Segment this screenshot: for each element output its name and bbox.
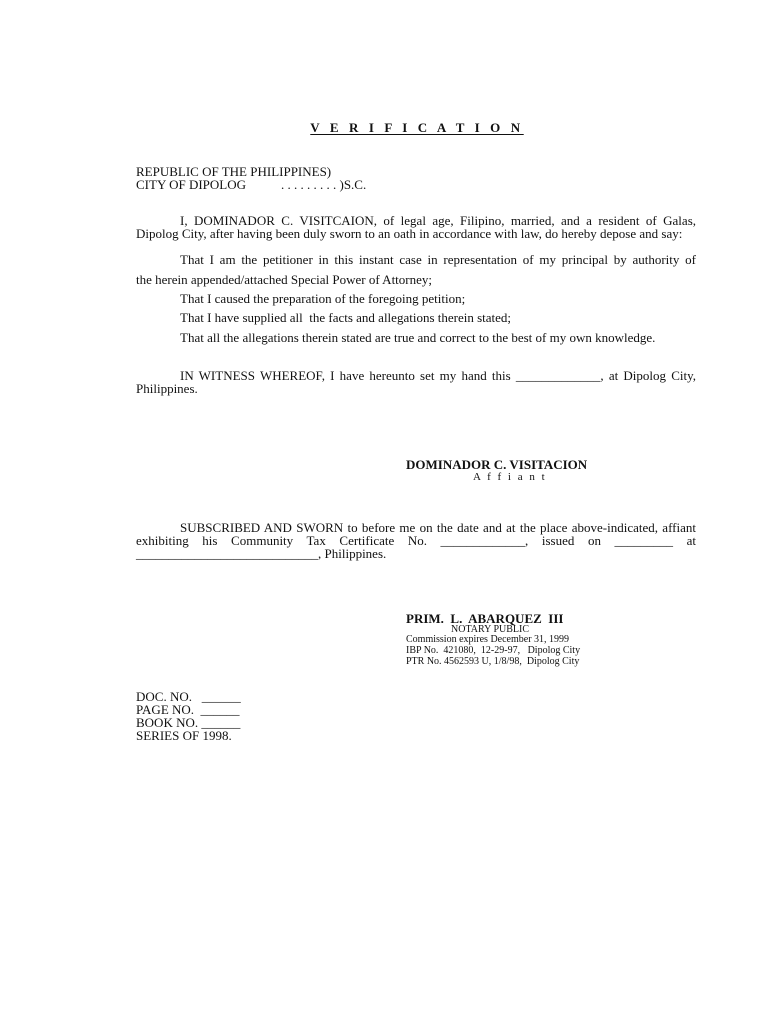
registry-doc-no: DOC. NO. ______ [136,689,241,704]
notary-title: NOTARY PUBLIC [451,624,530,635]
intro-paragraph: I, DOMINADOR C. VISITCAION, of legal age, Filipino, married, and a resident of Galas, Dipolog City, after having been duly sworn to an oath in accordance with law, do hereby depose and say: [136,213,696,241]
statement-4: That all the allegations therein stated are true and correct to the best of my own knowledge. [180,330,656,345]
statement-1a: That I am the petitioner in this instant case in representation of my principal by authority of [180,252,696,267]
venue-city: CITY OF DIPOLOG [136,177,247,192]
document-title: V E R I F I C A T I O N [310,120,524,135]
jurat-paragraph: SUBSCRIBED AND SWORN to before me on the date and at the place above-indicated, affiant exhibiting his Community Tax Certificate No. _____________, issued on _________ at ____________________________, Philippines. [136,520,696,561]
witness-paragraph: IN WITNESS WHEREOF, I have hereunto set my hand this _____________, at Dipolog City, Philippines. [136,368,696,396]
venue-sc: . . . . . . . . . )S.C. [281,177,367,192]
notary-ptr: PTR No. 4562593 U, 1/8/98, Dipolog City [406,656,580,667]
statement-2: That I caused the preparation of the foregoing petition; [180,291,466,306]
notary-commission: Commission expires December 31, 1999 [406,634,570,645]
affiant-label: A f f i a n t [473,471,547,483]
venue-republic: REPUBLIC OF THE PHILIPPINES) [136,164,332,179]
statement-1b: the herein appended/attached Special Power of Attorney; [136,272,433,287]
notary-name: PRIM. L. ABARQUEZ III [406,611,564,626]
statement-3: That I have supplied all the facts and allegations therein stated; [180,310,512,325]
registry-book-no: BOOK NO. ______ [136,715,241,730]
affiant-name: DOMINADOR C. VISITACION [406,457,588,472]
registry-page-no: PAGE NO. ______ [136,702,240,717]
notary-ibp: IBP No. 421080, 12-29-97, Dipolog City [406,645,581,656]
registry-series: SERIES OF 1998. [136,728,232,743]
